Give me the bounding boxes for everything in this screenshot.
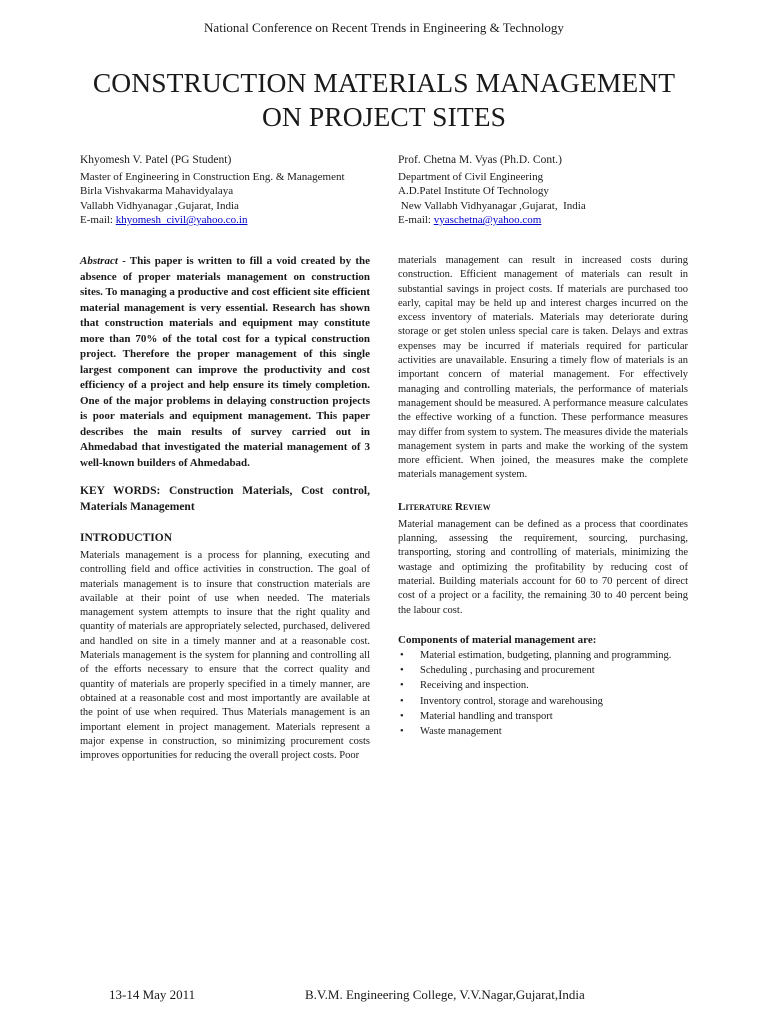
email-label: E-mail: — [80, 214, 116, 226]
bullet-icon: • — [400, 695, 404, 707]
list-item-text: Scheduling , purchasing and procurement — [420, 665, 595, 677]
author-email-link[interactable]: vyaschetna@yahoo.com — [433, 214, 542, 226]
author-affiliation-line: A.D.Patel Institute Of Technology — [398, 185, 549, 197]
abstract — [80, 254, 370, 471]
bullet-icon: • — [400, 665, 404, 677]
author-affiliation-line: Master of Engineering in Construction Eng. & Management — [80, 170, 345, 183]
introduction-continued-text: materials management can result in increased costs during construction. Efficient management of materials can result in substantial savings in project costs. If materials are purchased too early, capital may be held up and interest charges incurred on the excess inventory of materials. Materials may deteriorate during storage or get stolen unless special care is taken. Delays and extras expenses may be incurred if materials required for particular activities are unavailable. Ensuring a timely flow of materials is an important concern of material management. For effectively managing and controlling materials, the performance of materials management should be measured. A performance measure calculates the effective working of a function. These performance measures may differ from system to system. The measures divide the materials management system in parts and make the working of the system more efficient. When joined, the measures make the complete materials management system. — [398, 255, 688, 481]
footer-date: 13-14 May 2011 — [109, 987, 196, 1002]
list-item — [398, 725, 688, 739]
components-list — [398, 649, 688, 740]
list-item — [398, 710, 688, 724]
author-block-1 — [80, 153, 380, 228]
author-name: Khyomesh V. Patel (PG Student) — [80, 154, 232, 166]
email-label: E-mail: — [398, 214, 434, 226]
list-item-text: Receiving and inspection. — [420, 680, 529, 692]
introduction-text: Materials management is a process for planning, executing and controlling field and office activities in construction. The goal of materials management is to insure that construction materials are available at their point of use when needed. The materials management system attempts to insure that the right quality and quantity of materials are appropriately selected, purchased, delivered and handled on site in a timely manner and at a reasonable cost. Materials management is the system for planning and controlling all of the efforts necessary to ensure that the correct quality and quantity of materials are properly specified in a timely manner, are obtained at a reasonable cost and most importantly are available at the point of use when required. Thus Materials management is an important element in project management. Materials represent a major expense in construction, so minimizing procurement costs improves opportunities for reducing the overall project costs. Poor — [80, 550, 370, 762]
paper-title-line-2: ON PROJECT SITES — [261, 101, 507, 132]
conference-header: National Conference on Recent Trends in Engineering & Technology — [204, 20, 564, 35]
list-item — [398, 679, 688, 693]
components-heading: Components of material management are: — [398, 633, 597, 646]
list-item — [398, 649, 688, 663]
bullet-icon: • — [400, 649, 404, 661]
list-item-text: Waste management — [420, 726, 502, 738]
list-item-text: Material estimation, budgeting, planning and programming. — [420, 649, 672, 661]
author-email-row — [80, 213, 380, 228]
list-item — [398, 695, 688, 709]
bullet-icon: • — [400, 711, 404, 723]
bullet-icon: • — [400, 680, 404, 692]
author-email-link[interactable]: khyomesh_civil@yahoo.co.in — [115, 214, 248, 226]
literature-review-heading: Literature Review — [398, 500, 491, 513]
left-column — [80, 254, 370, 763]
author-name: Prof. Chetna M. Vyas (Ph.D. Cont.) — [398, 154, 562, 166]
author-affiliation-line: Department of Civil Engineering — [398, 170, 544, 183]
footer-venue: B.V.M. Engineering College, V.V.Nagar,Gujarat,India — [305, 987, 585, 1002]
introduction-heading: INTRODUCTION — [80, 532, 173, 544]
author-email-row — [398, 213, 698, 228]
right-column — [398, 254, 688, 741]
bullet-icon: • — [400, 726, 404, 738]
author-affiliation-line: Vallabh Vidhyanagar ,Gujarat, India — [80, 199, 239, 212]
paper-title-line-1: CONSTRUCTION MATERIALS MANAGEMENT — [92, 67, 676, 98]
keywords: KEY WORDS: Construction Materials, Cost control, Materials Management — [80, 485, 370, 513]
author-affiliation-line: Birla Vishvakarma Mahavidyalaya — [80, 185, 234, 197]
literature-review-text: Material management can be defined as a process that coordinates planning, assessing the requirement, sourcing, purchasing, transporting, storing and controlling of materials, minimizing the wastage and optimizing the profitability by reducing cost of material. Building materials account for 60 to 70 percent of direct cost of a project or a facility, the remaining 30 to 40 percent being the labour cost. — [398, 518, 688, 616]
author-affiliation-line: New Vallabh Vidhyanagar ,Gujarat, India — [398, 199, 586, 212]
list-item-text: Material handling and transport — [420, 711, 553, 723]
list-item-text: Inventory control, storage and warehousing — [420, 695, 603, 707]
author-block-2 — [398, 153, 698, 228]
list-item — [398, 664, 688, 678]
paper-title — [40, 66, 728, 134]
abstract-text: - This paper is written to fill a void created by the absence of proper materials management on construction sites. To managing a productive and cost efficient site efficient material management is very essential. Research has shown that construction materials and equipment may constitute more than 70% of the total cost for a typical construction project. Therefore the proper management of this single largest component can improve the productivity and cost efficiency of a project and help ensure its timely completion. One of the major problems in delaying construction projects is poor materials and equipment management. This paper describes the main results of survey carried out in Ahmedabad that investigated the material management of 3 well-known builders of Ahmedabad. — [80, 255, 370, 469]
abstract-label: Abstract — [80, 255, 118, 267]
